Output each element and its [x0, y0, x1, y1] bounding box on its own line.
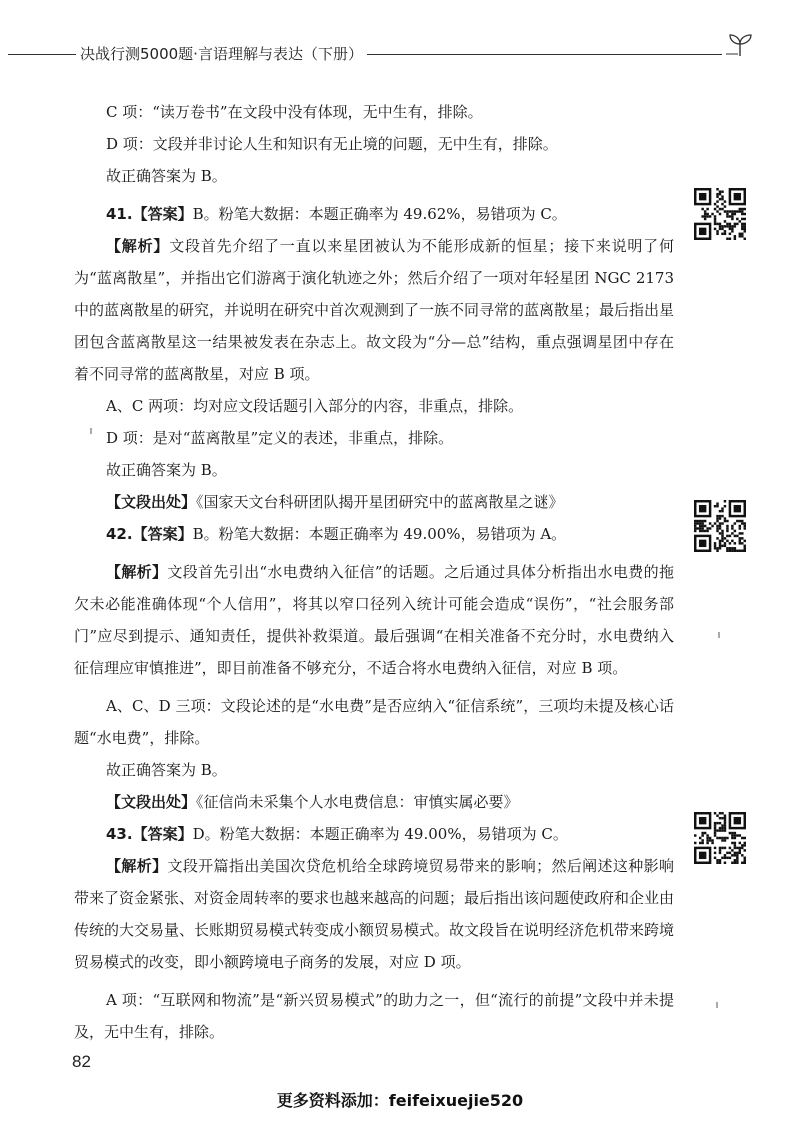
paragraph: [74, 198, 674, 230]
paragraph-text: D。粉笔大数据：本题正确率为 49.00%，易错项为 C。: [192, 825, 568, 843]
bold-label: 【文段出处】: [106, 793, 197, 811]
paragraph-text: 文段首先引出“水电费纳入征信”的话题。之后通过具体分析指出水电费的拖欠未必能准确体现“个人信用”，将其以窄口径列入统计可能会造成“误伤”，“社会服务部门”应尽到提示、通知责任，提供补救渠道。最后强调“在相关准备不充分时，水电费纳入征信理应审慎推进”，即目前准备不够充分，不适合将水电费纳入征信，对应 B 项。: [74, 563, 674, 677]
paragraph: [74, 690, 674, 754]
paragraph: [74, 230, 674, 390]
answer-explanations: [74, 96, 674, 1048]
bold-label: 【解析】: [106, 857, 168, 875]
qr-code-icon: [694, 188, 746, 240]
paragraph-text: 故正确答案为 B。: [106, 167, 227, 185]
paragraph: [74, 454, 674, 486]
paragraph: [74, 754, 674, 786]
paragraph: [74, 518, 674, 550]
scan-mark: [716, 1002, 718, 1008]
scan-mark: [90, 428, 92, 434]
paragraph: [74, 160, 674, 192]
paragraph: [74, 984, 674, 1048]
paragraph-text: 文段首先介绍了一直以来星团被认为不能形成新的恒星；接下来说明了何为“蓝离散星”，并指出它们游离于演化轨迹之外；然后介绍了一项对年轻星团 NGC 2173 中的蓝离散星的研究，并说明在研究中首次观测到了一族不同寻常的蓝离散星；最后指出星团包含蓝离散星这一结果被发表在杂志上。故文段为“分—总”结构，重点强调星团中存在着不同寻常的蓝离散星，对应 B 项。: [74, 237, 675, 383]
qr-code-icon: [694, 812, 746, 864]
paragraph-text: B。粉笔大数据：本题正确率为 49.62%，易错项为 C。: [192, 205, 567, 223]
bold-label: 【解析】: [106, 563, 168, 581]
paragraph-text: B。粉笔大数据：本题正确率为 49.00%，易错项为 A。: [192, 525, 567, 543]
paragraph: [74, 390, 674, 422]
header-title: 决战行测5000题·言语理解与表达（下册）: [76, 43, 367, 64]
paragraph: [74, 96, 674, 128]
bold-label: 43.【答案】: [106, 825, 193, 843]
qr-code-icon: [694, 500, 746, 552]
scan-mark: [718, 632, 720, 638]
sprout-icon: [726, 30, 754, 58]
paragraph: [74, 850, 674, 978]
page-number: 82: [72, 1052, 91, 1071]
paragraph-text: A 项：“互联网和物流”是“新兴贸易模式”的助力之一，但“流行的前提”文段中并未提及，无中生有，排除。: [74, 991, 674, 1041]
paragraph-text: 《征信尚未采集个人水电费信息：审慎实属必要》: [196, 793, 519, 811]
paragraph-text: 故正确答案为 B。: [106, 761, 227, 779]
bold-label: 41.【答案】: [106, 205, 193, 223]
header-rule-right: [330, 54, 722, 55]
header-rule-left: [8, 54, 76, 55]
bold-label: 【文段出处】: [106, 493, 197, 511]
footer-note: 更多资料添加：feifeixuejie520: [276, 1091, 524, 1110]
paragraph-text: A、C、D 三项：文段论述的是“水电费”是否应纳入“征信系统”，三项均未提及核心话题“水电费”，排除。: [74, 697, 674, 747]
paragraph-text: D 项：是对“蓝离散星”定义的表述，非重点，排除。: [106, 429, 454, 447]
paragraph: [74, 486, 674, 518]
paragraph: [74, 786, 674, 818]
paragraph-text: 文段开篇指出美国次贷危机给全球跨境贸易带来的影响；然后阐述这种影响带来了资金紧张、对资金周转率的要求也越来越高的问题；最后指出该问题使政府和企业由传统的大交易量、长账期贸易模式转变成小额贸易模式。故文段旨在说明经济危机带来跨境贸易模式的改变，即小额跨境电子商务的发展，对应 D 项。: [74, 857, 675, 971]
paragraph-text: A、C 两项：均对应文段话题引入部分的内容，非重点，排除。: [106, 397, 524, 415]
paragraph: [74, 422, 674, 454]
paragraph: [74, 128, 674, 160]
paragraph: [74, 556, 674, 684]
bold-label: 【解析】: [106, 237, 170, 255]
bold-label: 42.【答案】: [106, 525, 193, 543]
paragraph-text: 《国家天文台科研团队揭开星团研究中的蓝离散星之谜》: [196, 493, 564, 511]
paragraph: [74, 818, 674, 850]
paragraph-text: 故正确答案为 B。: [106, 461, 227, 479]
paragraph-text: D 项：文段并非讨论人生和知识有无止境的问题，无中生有，排除。: [106, 135, 558, 153]
paragraph-text: C 项：“读万卷书”在文段中没有体现，无中生有，排除。: [106, 103, 483, 121]
